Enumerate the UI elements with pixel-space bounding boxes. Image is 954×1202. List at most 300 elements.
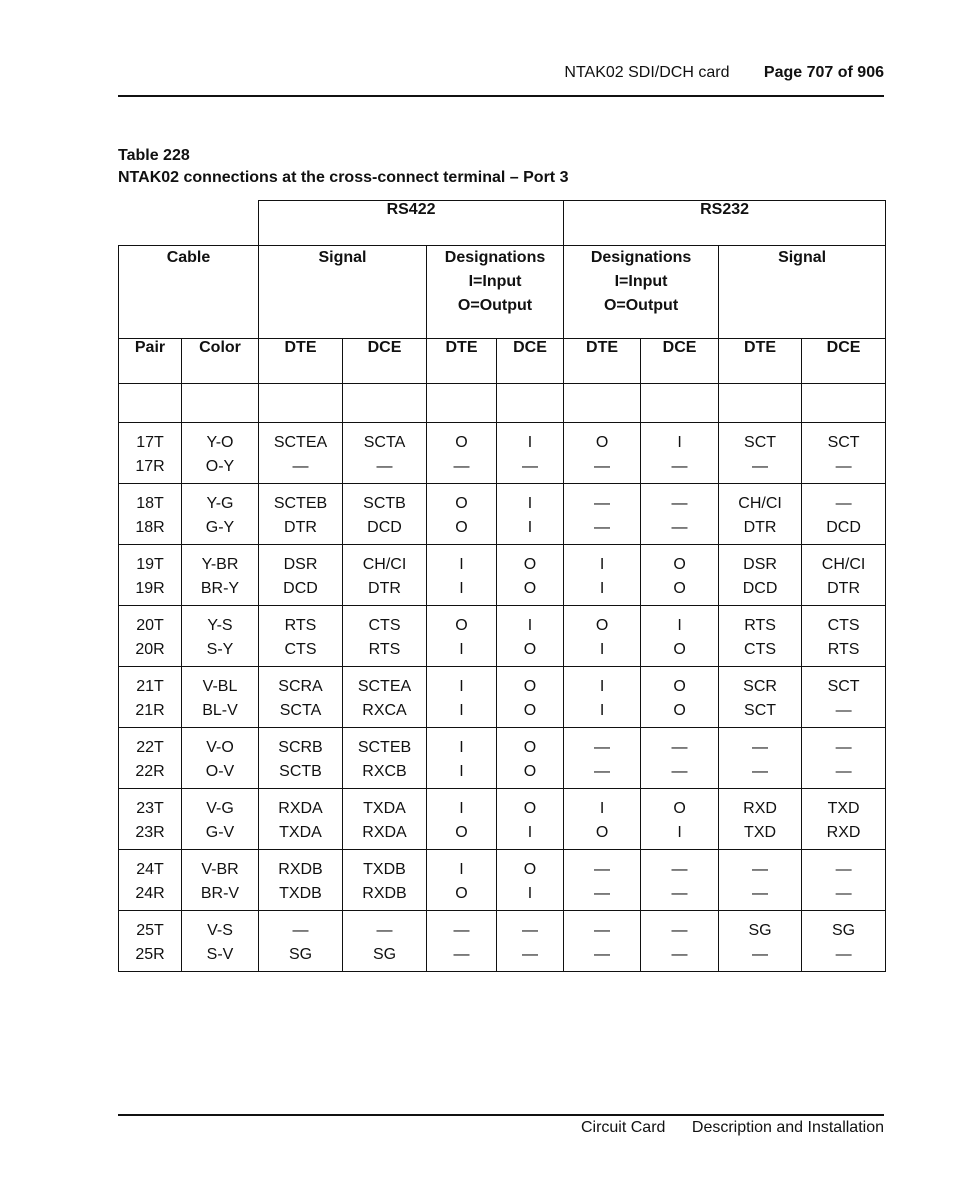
cell-value: — (594, 458, 611, 475)
cell-value: CH/CI (362, 556, 407, 573)
cell-value: O (455, 495, 468, 512)
table-cell (802, 850, 886, 911)
table-cell (119, 789, 182, 850)
cell-value: I (459, 678, 464, 695)
cell-value: DCD (367, 519, 402, 536)
empty-cell (802, 384, 886, 423)
table-cell (802, 484, 886, 545)
table-cell (564, 728, 641, 789)
table-cell (119, 484, 182, 545)
cell-value: SCRA (278, 678, 323, 695)
table-number: Table 228 (118, 147, 190, 164)
table-cell (564, 484, 641, 545)
cell-value: — (671, 495, 688, 512)
cell-value: RXD (826, 824, 861, 841)
header-rule (118, 95, 884, 97)
cell-value: O (523, 556, 537, 573)
cell-value: — (835, 763, 852, 780)
footer-right: Description and Installation (691, 1119, 884, 1136)
cell-value: I (599, 580, 605, 597)
table-cell (427, 423, 497, 484)
cell-value: BR-Y (200, 580, 240, 597)
cell-value: O (595, 434, 609, 451)
designations-left-line-3: O=Output (457, 297, 533, 314)
cell-value: 24T (136, 861, 164, 878)
cell-value: — (594, 861, 611, 878)
cell-value: O (673, 580, 686, 597)
cell-value: I (599, 641, 605, 658)
table-cell (564, 423, 641, 484)
table-cell (182, 484, 259, 545)
page-header (118, 64, 884, 82)
designations-right-line-2: I=Input (614, 273, 668, 290)
cell-value: I (459, 763, 464, 780)
table-row (119, 423, 886, 484)
cell-value: — (671, 861, 688, 878)
table-cell (119, 728, 182, 789)
cell-value: — (671, 946, 688, 963)
cell-value: — (594, 495, 611, 512)
table-cell (427, 484, 497, 545)
cell-value: O (523, 678, 537, 695)
cell-value: — (835, 739, 852, 756)
subgroup-header-row (119, 246, 886, 339)
table-cell (182, 423, 259, 484)
empty-cell (119, 384, 182, 423)
table-cell (343, 423, 427, 484)
cell-value: — (522, 946, 539, 963)
cell-value: CH/CI (821, 556, 866, 573)
cell-value: G-Y (205, 519, 235, 536)
cell-value: 19T (136, 556, 164, 573)
cell-value: — (594, 739, 611, 756)
table-cell (497, 423, 564, 484)
cell-value: TXD (744, 824, 777, 841)
cell-value: SCTA (363, 434, 406, 451)
cell-value: I (527, 885, 533, 902)
cell-value: V-G (206, 800, 234, 817)
cell-value: SCTEA (357, 678, 412, 695)
cell-value: SCTEB (273, 495, 328, 512)
cell-value: — (752, 946, 769, 963)
table-cell (259, 911, 343, 972)
cell-value: O (673, 678, 686, 695)
cell-value: O (523, 800, 537, 817)
table-cell (641, 911, 719, 972)
table-row (119, 606, 886, 667)
cell-value: SCTB (363, 495, 406, 512)
table-cell (182, 728, 259, 789)
cell-value: SG (372, 946, 397, 963)
table-cell (182, 545, 259, 606)
cell-value: I (459, 702, 464, 719)
table-cell (719, 667, 802, 728)
cell-value: O (673, 702, 686, 719)
cell-value: O (595, 617, 609, 634)
table-cell (719, 728, 802, 789)
cell-value: RTS (827, 641, 860, 658)
column-header-3: DCE (343, 339, 427, 384)
cell-value: 24R (135, 885, 165, 902)
cell-value: RTS (284, 617, 317, 634)
cell-value: O (455, 434, 468, 451)
column-header-8: DTE (719, 339, 802, 384)
cell-value: DCD (826, 519, 861, 536)
table-cell (641, 789, 719, 850)
cell-value: I (599, 678, 605, 695)
table-cell (641, 423, 719, 484)
cell-value: SCTEA (273, 434, 328, 451)
table-cell (119, 850, 182, 911)
cell-value: DTR (827, 580, 861, 597)
table-cell (259, 423, 343, 484)
cell-value: 18T (136, 495, 164, 512)
table-cell (719, 606, 802, 667)
table-cell (802, 728, 886, 789)
table-cell (182, 606, 259, 667)
cell-value: V-S (207, 922, 233, 939)
table-cell (641, 606, 719, 667)
cell-value: SCTB (279, 763, 322, 780)
cell-value: O (673, 556, 686, 573)
cell-value: — (671, 458, 688, 475)
cell-value: — (835, 861, 852, 878)
cell-value: I (677, 434, 682, 451)
cell-value: — (752, 458, 769, 475)
table-cell (259, 789, 343, 850)
designations-right-line-3: O=Output (603, 297, 679, 314)
column-header-1: Color (182, 339, 259, 384)
cell-value: O (673, 800, 686, 817)
table-cell (427, 789, 497, 850)
cell-value: I (599, 800, 605, 817)
cell-value: 18R (135, 519, 165, 536)
cell-value: — (594, 946, 611, 963)
table-cell (343, 606, 427, 667)
cell-value: 17T (136, 434, 164, 451)
cell-value: G-V (205, 824, 235, 841)
table-cell (802, 423, 886, 484)
table-cell (497, 606, 564, 667)
cell-value: BL-V (202, 702, 238, 719)
cell-value: RXD (743, 800, 777, 817)
table-cell (802, 911, 886, 972)
designations-left-header (427, 246, 564, 339)
table-cell (343, 789, 427, 850)
empty-cell (641, 384, 719, 423)
footer-rule (118, 1114, 884, 1116)
cell-value: I (459, 556, 464, 573)
table-cell (182, 667, 259, 728)
table-cell (259, 484, 343, 545)
table-cell (641, 850, 719, 911)
cell-value: S-V (206, 946, 234, 963)
cell-value: — (835, 946, 852, 963)
table-row (119, 850, 886, 911)
cell-value: — (752, 739, 769, 756)
table-cell (119, 423, 182, 484)
cell-value: — (835, 458, 852, 475)
cell-value: 25T (136, 922, 164, 939)
designations-left-line-1: Designations (444, 249, 546, 266)
table-cell (343, 911, 427, 972)
blank-corner (119, 201, 259, 246)
column-header-6: DTE (564, 339, 641, 384)
cell-value: O-Y (205, 458, 235, 475)
cell-value: CTS (284, 641, 317, 658)
cell-value: — (522, 458, 539, 475)
cell-value: O (455, 885, 468, 902)
cell-value: — (671, 739, 688, 756)
table-cell (497, 667, 564, 728)
table-cell (564, 789, 641, 850)
cell-value: O (455, 519, 468, 536)
cell-value: — (752, 885, 769, 902)
cell-value: — (376, 458, 393, 475)
signal-right-label: Signal (778, 249, 827, 266)
table-cell (719, 850, 802, 911)
cell-value: DTR (743, 519, 777, 536)
empty-row (119, 384, 886, 423)
cell-value: SG (288, 946, 313, 963)
table-cell (182, 850, 259, 911)
cell-value: I (677, 824, 682, 841)
table-row (119, 728, 886, 789)
table-cell (641, 667, 719, 728)
cell-value: 20R (135, 641, 165, 658)
table-cell (119, 545, 182, 606)
cell-value: TXDA (279, 824, 322, 841)
table-cell (719, 911, 802, 972)
document-title: NTAK02 SDI/DCH card (564, 64, 730, 81)
cell-value: — (292, 922, 309, 939)
cell-value: O-V (205, 763, 235, 780)
cell-value: Y-G (206, 495, 234, 512)
cell-value: Y-BR (201, 556, 239, 573)
cell-value: RXDA (362, 824, 407, 841)
cell-value: DTR (368, 580, 401, 597)
empty-cell (564, 384, 641, 423)
cell-value: I (459, 739, 464, 756)
cell-value: RXDB (278, 861, 323, 878)
cell-value: SCTEB (357, 739, 412, 756)
table-cell (641, 545, 719, 606)
cell-value: — (752, 861, 769, 878)
page-footer (118, 1119, 884, 1137)
cell-value: 22T (136, 739, 164, 756)
table-cell (641, 728, 719, 789)
cell-value: — (671, 519, 688, 536)
cell-value: I (527, 495, 533, 512)
cell-value: — (453, 458, 470, 475)
column-header-7: DCE (641, 339, 719, 384)
table-cell (641, 484, 719, 545)
table-row (119, 545, 886, 606)
footer-left: Circuit Card (580, 1119, 666, 1136)
empty-cell (427, 384, 497, 423)
cell-value: I (459, 641, 464, 658)
designations-right-header (564, 246, 719, 339)
cell-value: — (376, 922, 393, 939)
table-cell (564, 667, 641, 728)
cell-value: RTS (744, 617, 776, 634)
table-row (119, 667, 886, 728)
table-cell (497, 911, 564, 972)
table-cell (343, 728, 427, 789)
table-cell (719, 484, 802, 545)
table-cell (259, 667, 343, 728)
cell-value: O (673, 641, 686, 658)
table-body (119, 423, 886, 972)
cell-value: — (594, 922, 611, 939)
cell-value: I (459, 800, 464, 817)
cell-value: SCT (744, 702, 777, 719)
table-cell (719, 423, 802, 484)
cell-value: O (595, 824, 609, 841)
cell-value: I (459, 861, 464, 878)
group-header-row (119, 201, 886, 246)
cell-value: 23T (136, 800, 164, 817)
cell-value: CTS (744, 641, 777, 658)
cell-value: SCRB (278, 739, 323, 756)
table-cell (427, 606, 497, 667)
column-header-9: DCE (802, 339, 886, 384)
table-cell (427, 667, 497, 728)
table-cell (802, 606, 886, 667)
column-header-0: Pair (119, 339, 182, 384)
group-rs422: RS422 (259, 201, 564, 246)
table-cell (719, 545, 802, 606)
empty-cell (259, 384, 343, 423)
cell-value: SCT (744, 434, 777, 451)
cell-value: 19R (135, 580, 165, 597)
table-row (119, 484, 886, 545)
cell-value: Y-O (206, 434, 234, 451)
cell-value: RXDA (278, 800, 323, 817)
table-cell (343, 484, 427, 545)
cell-value: RTS (368, 641, 401, 658)
cell-value: I (527, 519, 533, 536)
table-cell (564, 911, 641, 972)
designations-right-line-1: Designations (590, 249, 692, 266)
cell-value: SCT (827, 678, 860, 695)
cell-value: — (453, 922, 470, 939)
table-row (119, 911, 886, 972)
table-cell (802, 789, 886, 850)
empty-cell (497, 384, 564, 423)
table-cell (427, 911, 497, 972)
cell-value: DCD (283, 580, 318, 597)
cell-value: O (523, 861, 537, 878)
table-cell (719, 789, 802, 850)
cell-value: SG (748, 922, 772, 939)
cell-value: — (671, 885, 688, 902)
cell-value: SCT (827, 434, 860, 451)
column-header-2: DTE (259, 339, 343, 384)
table-row (119, 789, 886, 850)
table-cell (564, 545, 641, 606)
empty-cell (719, 384, 802, 423)
cell-value: S-Y (206, 641, 234, 658)
table-cell (119, 911, 182, 972)
page-number: Page 707 of 906 (763, 64, 884, 81)
cell-value: O (455, 824, 468, 841)
cell-value: 21T (136, 678, 164, 695)
cell-value: I (459, 580, 464, 597)
table-cell (802, 667, 886, 728)
table-cell (427, 728, 497, 789)
cell-value: CTS (368, 617, 401, 634)
cell-value: — (453, 946, 470, 963)
cell-value: SCTA (279, 702, 322, 719)
table-cell (182, 789, 259, 850)
table-cell (343, 850, 427, 911)
cell-value: Y-S (207, 617, 233, 634)
cell-value: 17R (135, 458, 165, 475)
table-cell (259, 606, 343, 667)
cell-value: CTS (827, 617, 860, 634)
cell-value: I (527, 434, 533, 451)
cell-value: — (835, 495, 852, 512)
table-cell (182, 911, 259, 972)
table-cell (259, 728, 343, 789)
cell-value: I (527, 617, 533, 634)
table-cell (564, 850, 641, 911)
cell-value: TXDA (363, 800, 406, 817)
table-cell (119, 667, 182, 728)
cell-value: 23R (135, 824, 165, 841)
cell-value: — (522, 922, 539, 939)
cell-value: DTR (284, 519, 317, 536)
empty-cell (343, 384, 427, 423)
cell-value: — (835, 885, 852, 902)
cable-label: Cable (166, 249, 211, 266)
cell-value: 20T (136, 617, 164, 634)
table-cell (497, 789, 564, 850)
table-cell (497, 545, 564, 606)
table-title: NTAK02 connections at the cross-connect terminal – Port 3 (118, 169, 569, 186)
cell-value: CH/CI (738, 495, 782, 512)
table-cell (343, 545, 427, 606)
signal-right-header (719, 246, 886, 339)
cell-value: RXCB (362, 763, 407, 780)
cell-value: 21R (135, 702, 165, 719)
cell-value: I (599, 556, 605, 573)
cell-value: I (677, 617, 682, 634)
cell-value: DSR (283, 556, 318, 573)
column-header-4: DTE (427, 339, 497, 384)
table-cell (497, 728, 564, 789)
cell-value: O (455, 617, 468, 634)
table-cell (343, 667, 427, 728)
table-cell (259, 545, 343, 606)
cell-value: V-BR (201, 861, 239, 878)
cell-value: I (527, 824, 533, 841)
cell-value: O (523, 641, 537, 658)
empty-cell (182, 384, 259, 423)
signal-left-header (259, 246, 427, 339)
cell-value: V-O (206, 739, 234, 756)
table-cell (427, 545, 497, 606)
cell-value: — (594, 519, 611, 536)
cell-value: — (671, 922, 688, 939)
cell-value: O (523, 702, 537, 719)
cell-value: I (599, 702, 605, 719)
cell-value: — (292, 458, 309, 475)
cell-value: — (752, 763, 769, 780)
cell-value: O (523, 763, 537, 780)
cell-value: — (835, 702, 852, 719)
